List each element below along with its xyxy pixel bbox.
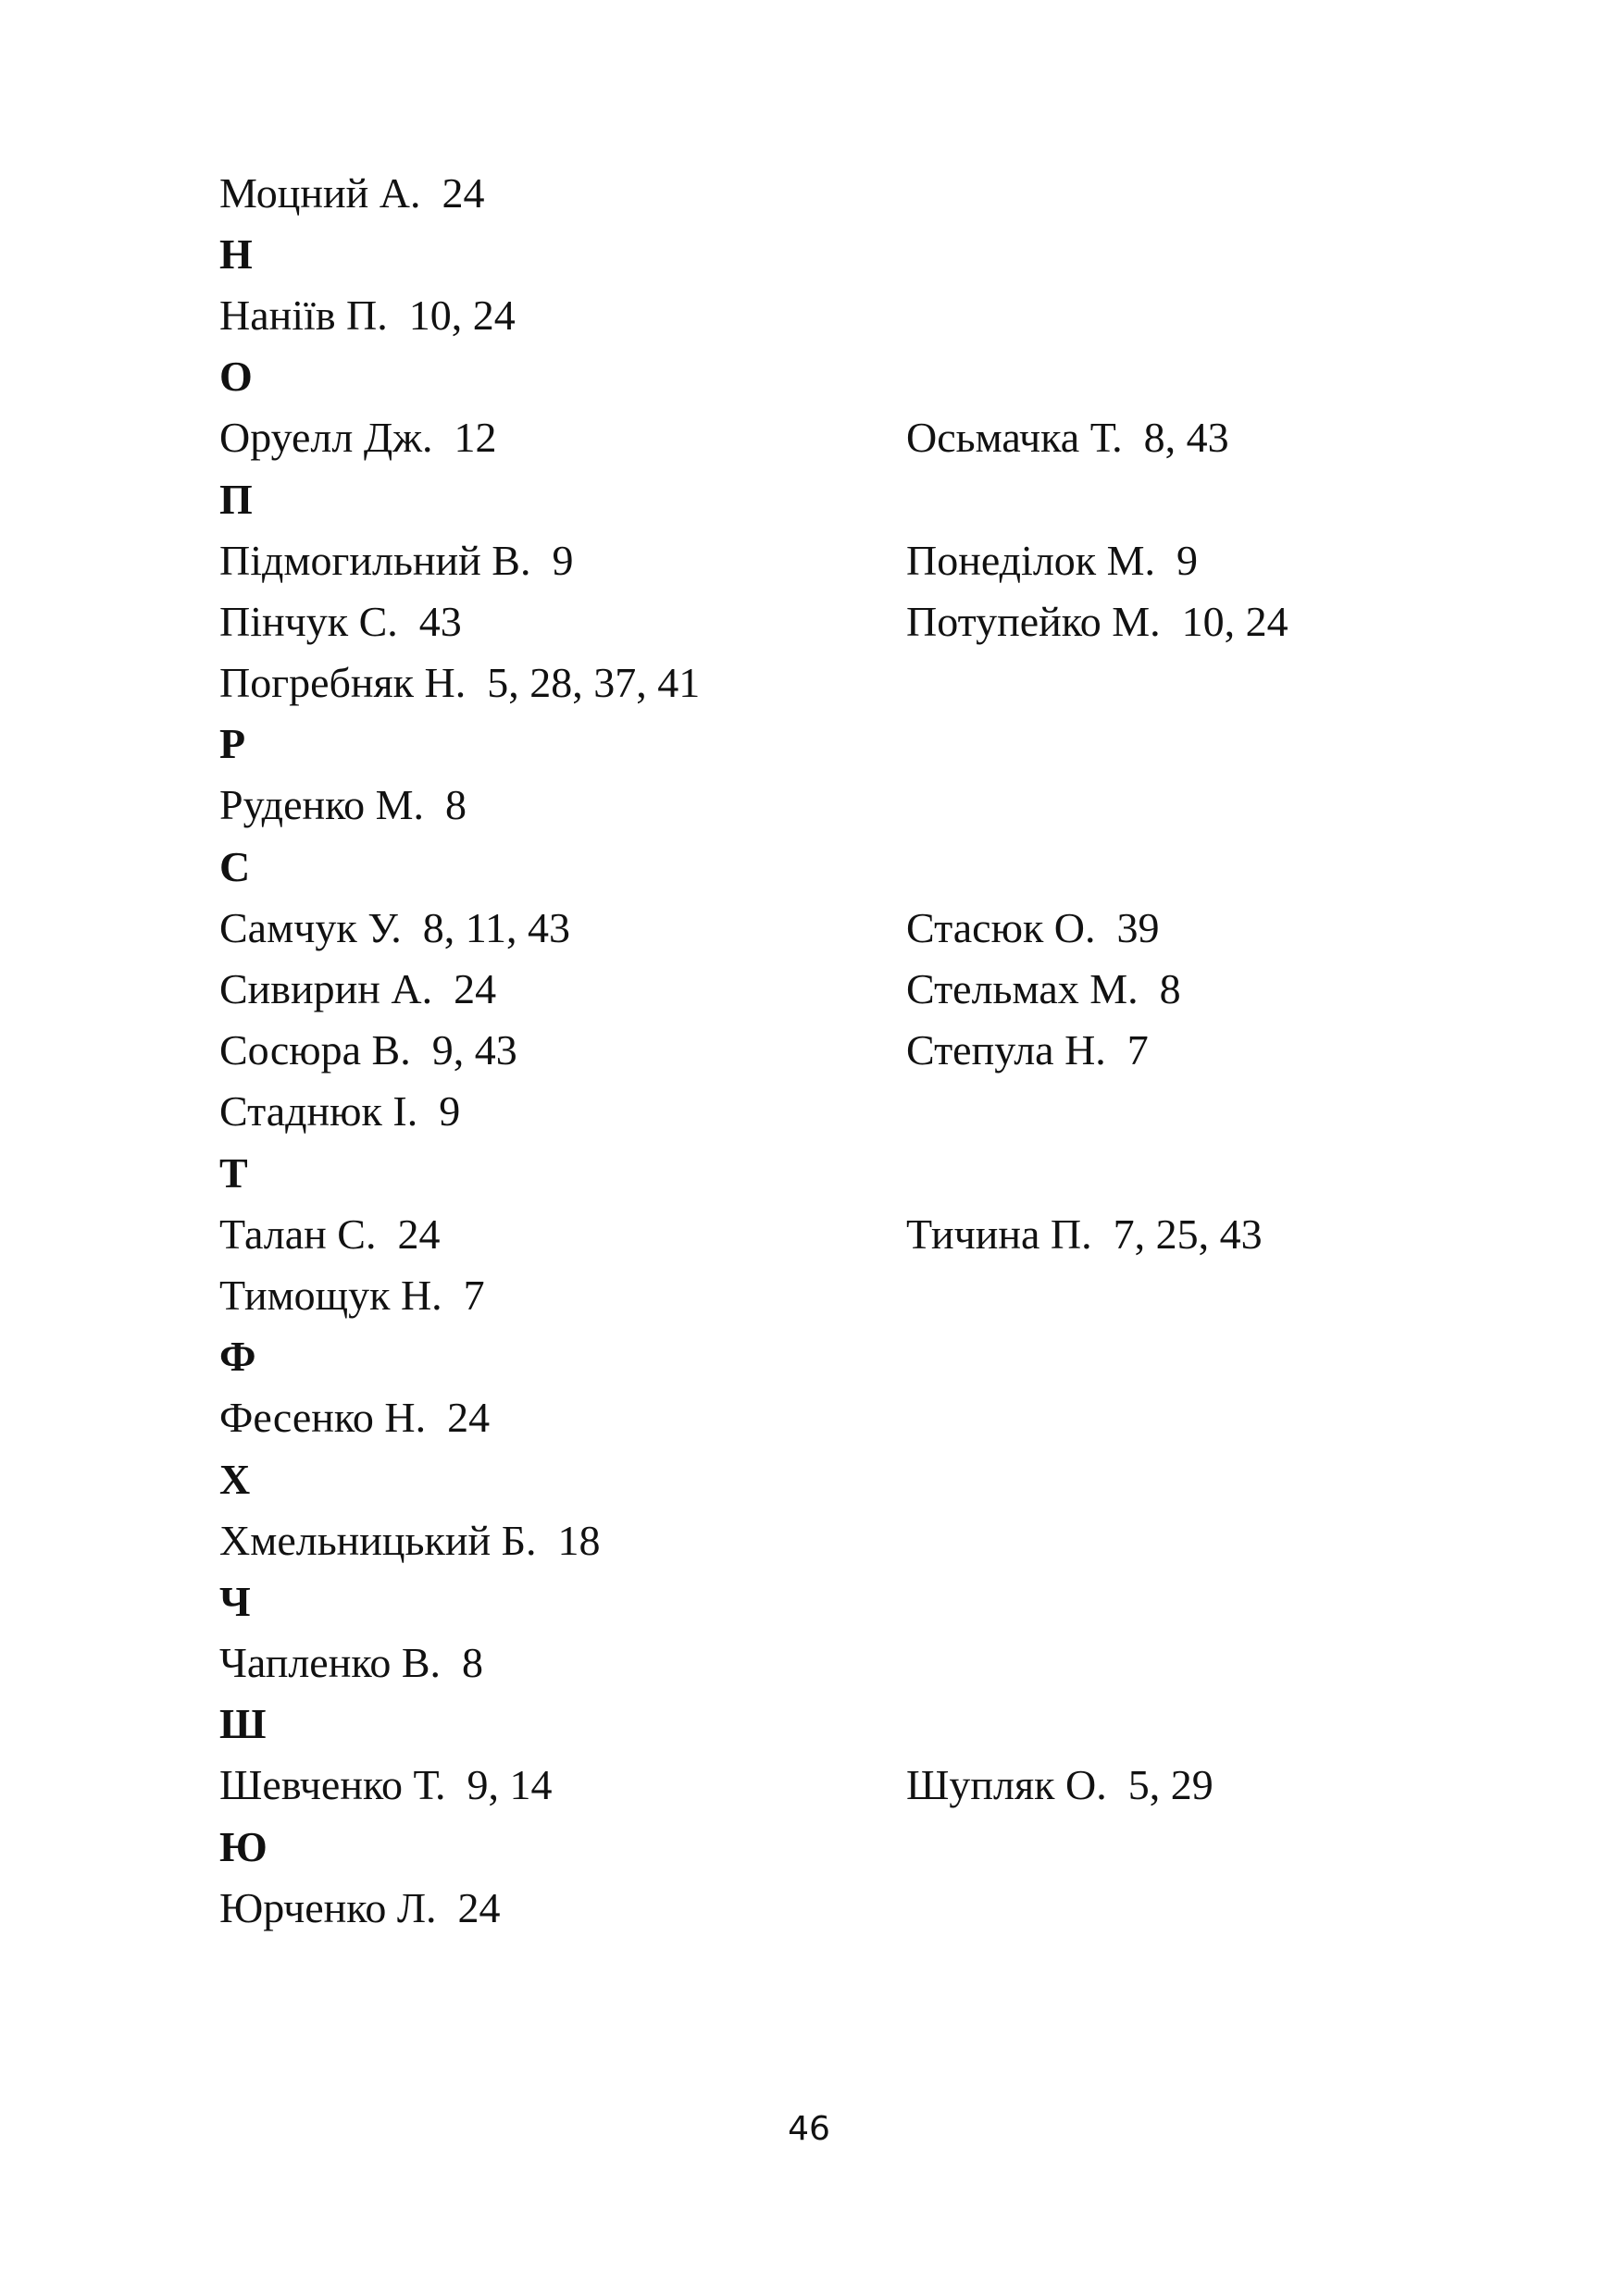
index-entry-left: Самчук У. 8, 11, 43: [219, 903, 571, 951]
index-entry-right: Шупляк О. 5, 29: [906, 1761, 1214, 1809]
index-entry-row: [219, 1203, 1423, 1264]
index-letter-heading-row: [219, 1326, 1423, 1387]
index-letter-heading-row: [219, 223, 1423, 284]
index-letter-heading: Ю: [219, 1822, 268, 1870]
name-index: [219, 162, 1423, 1938]
index-letter-heading: Р: [219, 720, 246, 768]
index-entry-right: Степула Н. 7: [906, 1026, 1149, 1074]
index-entry-row: [219, 407, 1423, 468]
index-entry-row: [219, 1877, 1423, 1938]
index-entry-row: [219, 1755, 1423, 1816]
index-entry-left: Тимощук Н. 7: [219, 1271, 485, 1319]
index-entry-row: [219, 284, 1423, 345]
index-entry-left: Талан С. 24: [219, 1210, 441, 1258]
index-entry-left: Стаднюк І. 9: [219, 1087, 461, 1136]
index-entry-left: Наніїв П. 10, 24: [219, 291, 516, 339]
index-entry-row: [219, 958, 1423, 1019]
index-entry-right: Стельмах М. 8: [906, 965, 1181, 1013]
index-entry-row: [219, 897, 1423, 958]
index-letter-heading: О: [219, 353, 253, 401]
index-letter-heading: П: [219, 475, 253, 523]
index-entry-right: Тичина П. 7, 25, 43: [906, 1210, 1263, 1258]
index-entry-left: Юрченко Л. 24: [219, 1883, 501, 1931]
index-entry-right: Потупейко М. 10, 24: [906, 597, 1288, 645]
index-entry-left: Пінчук С. 43: [219, 597, 462, 645]
index-entry-right: Понеділок М. 9: [906, 536, 1199, 584]
index-entry-row: [219, 652, 1423, 714]
index-letter-heading: Ф: [219, 1333, 256, 1381]
index-letter-heading-row: [219, 714, 1423, 775]
index-entry-right: Стасюк О. 39: [906, 903, 1160, 951]
index-entry-left: Сивирин А. 24: [219, 965, 497, 1013]
index-letter-heading: Х: [219, 1455, 251, 1503]
index-letter-heading-row: [219, 836, 1423, 897]
index-entry-row: [219, 1264, 1423, 1325]
index-entry-left: Сосюра В. 9, 43: [219, 1026, 517, 1074]
index-entry-row: [219, 162, 1423, 223]
index-letter-heading-row: [219, 468, 1423, 529]
index-entry-row: [219, 529, 1423, 590]
index-entry-row: [219, 775, 1423, 836]
index-entry-left: Оруелл Дж. 12: [219, 414, 497, 462]
index-entry-row: [219, 1387, 1423, 1448]
index-letter-heading-row: [219, 1570, 1423, 1632]
index-letter-heading-row: [219, 1142, 1423, 1203]
index-letter-heading-row: [219, 1816, 1423, 1877]
index-letter-heading-row: [219, 1694, 1423, 1755]
index-letter-heading-row: [219, 1448, 1423, 1509]
index-entry-right: Осьмачка Т. 8, 43: [906, 414, 1229, 462]
index-entry-left: Фесенко Н. 24: [219, 1394, 491, 1442]
index-letter-heading: Ш: [219, 1700, 267, 1748]
index-entry-left: Моцний А. 24: [219, 168, 485, 217]
index-entry-row: [219, 1020, 1423, 1081]
index-letter-heading: Ч: [219, 1577, 251, 1625]
index-entry-left: Шевченко Т. 9, 14: [219, 1761, 553, 1809]
index-entry-row: [219, 1509, 1423, 1570]
index-entry-left: Хмельницький Б. 18: [219, 1516, 601, 1564]
index-entry-left: Руденко М. 8: [219, 781, 467, 829]
index-entry-left: Чапленко В. 8: [219, 1639, 484, 1687]
index-letter-heading: Т: [219, 1148, 248, 1197]
index-letter-heading-row: [219, 346, 1423, 407]
index-entry-left: Підмогильний В. 9: [219, 536, 574, 584]
index-entry-row: [219, 1081, 1423, 1142]
index-entry-row: [219, 590, 1423, 652]
index-letter-heading: С: [219, 842, 251, 890]
index-entry-left: Погребняк Н. 5, 28, 37, 41: [219, 659, 701, 707]
index-entry-row: [219, 1632, 1423, 1694]
index-letter-heading: Н: [219, 230, 253, 278]
page-number: 46: [788, 2110, 830, 2148]
